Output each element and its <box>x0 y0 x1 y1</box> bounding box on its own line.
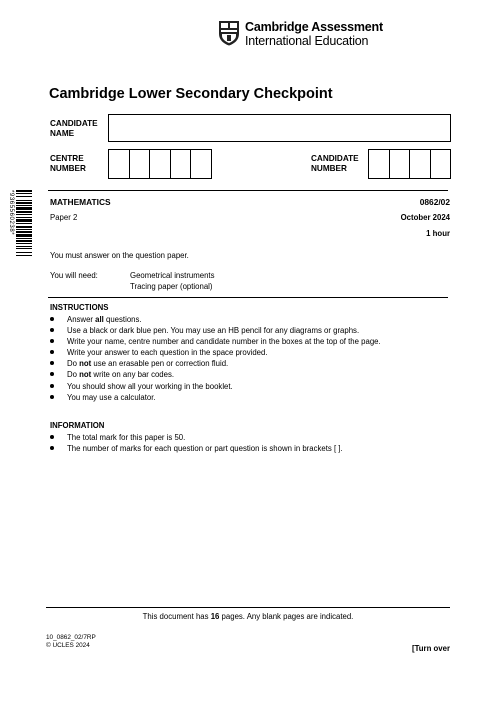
centre-number-digit[interactable] <box>130 150 151 178</box>
candidate-name-label <box>50 119 98 139</box>
bullet-icon <box>50 446 54 450</box>
candidate-number-label-line1: CANDIDATE <box>311 154 359 163</box>
centre-number-digit[interactable] <box>150 150 171 178</box>
list-item: Do not write on any bar codes. <box>50 369 381 380</box>
list-item: The total mark for this paper is 50. <box>50 432 343 443</box>
divider <box>46 607 450 608</box>
candidate-number-digit[interactable] <box>369 150 390 178</box>
side-barcode <box>16 190 38 280</box>
list-item: Answer all questions. <box>50 314 381 325</box>
list-item: Write your name, centre number and candidate number in the boxes at the top of the page. <box>50 336 381 347</box>
exam-title: Cambridge Lower Secondary Checkpoint <box>49 86 333 102</box>
bullet-icon <box>50 328 54 332</box>
need-label: You will need: <box>50 271 98 280</box>
barcode-text: *9365560238* <box>8 190 14 236</box>
centre-number-label-line2: NUMBER <box>50 164 86 173</box>
list-item: You may use a calculator. <box>50 392 381 403</box>
candidate-number-digit[interactable] <box>390 150 411 178</box>
need-item: Tracing paper (optional) <box>130 282 213 291</box>
subject: MATHEMATICS <box>50 197 111 207</box>
candidate-number-label-line2: NUMBER <box>311 164 347 173</box>
bullet-icon <box>50 384 54 388</box>
list-item: The number of marks for each question or part question is shown in brackets [ ]. <box>50 443 343 454</box>
information-heading: INFORMATION <box>50 421 105 430</box>
candidate-number-digit[interactable] <box>431 150 451 178</box>
turn-over: [Turn over <box>412 644 450 653</box>
bullet-icon <box>50 361 54 365</box>
candidate-name-label-line2: NAME <box>50 129 75 138</box>
divider <box>48 297 448 298</box>
bullet-icon <box>50 395 54 399</box>
exam-session: October 2024 <box>400 213 450 222</box>
bullet-icon <box>50 317 54 321</box>
centre-number-digit[interactable] <box>171 150 192 178</box>
candidate-number-label <box>311 154 359 174</box>
cambridge-logo <box>218 20 383 50</box>
centre-number-label <box>50 154 86 174</box>
list-item: Write your answer to each question in the space provided. <box>50 347 381 358</box>
centre-number-boxes[interactable] <box>108 149 212 179</box>
bullet-icon <box>50 372 54 376</box>
candidate-name-field[interactable] <box>108 114 451 142</box>
document-reference: 10_0862_02/7RP <box>46 634 96 641</box>
divider <box>48 190 448 191</box>
candidate-number-boxes[interactable] <box>368 149 451 179</box>
component-code: 0862/02 <box>419 197 450 207</box>
logo-line-2: International Education <box>245 34 369 48</box>
logo-line-1: Cambridge Assessment <box>245 20 383 34</box>
list-item: Use a black or dark blue pen. You may use an HB pencil for any diagrams or graphs. <box>50 325 381 336</box>
answer-note: You must answer on the question paper. <box>50 251 189 260</box>
copyright: © UCLES 2024 <box>46 642 90 649</box>
centre-number-digit[interactable] <box>191 150 211 178</box>
bullet-icon <box>50 350 54 354</box>
candidate-number-digit[interactable] <box>410 150 431 178</box>
list-item: You should show all your working in the booklet. <box>50 381 381 392</box>
instructions-heading: INSTRUCTIONS <box>50 303 109 312</box>
footer-ref <box>46 634 96 650</box>
bullet-icon <box>50 435 54 439</box>
candidate-name-label-line1: CANDIDATE <box>50 119 98 128</box>
paper-number: Paper 2 <box>50 213 78 222</box>
bullet-icon <box>50 339 54 343</box>
list-item: Do not use an erasable pen or correction fluid. <box>50 358 381 369</box>
page-count-note: This document has 16 pages. Any blank pages are indicated. <box>142 612 354 621</box>
centre-number-label-line1: CENTRE <box>50 154 84 163</box>
information-list <box>50 432 343 454</box>
centre-number-digit[interactable] <box>109 150 130 178</box>
crest-icon <box>218 20 240 46</box>
need-item: Geometrical instruments <box>130 271 215 280</box>
instructions-list <box>50 314 381 403</box>
exam-duration: 1 hour <box>426 229 450 238</box>
